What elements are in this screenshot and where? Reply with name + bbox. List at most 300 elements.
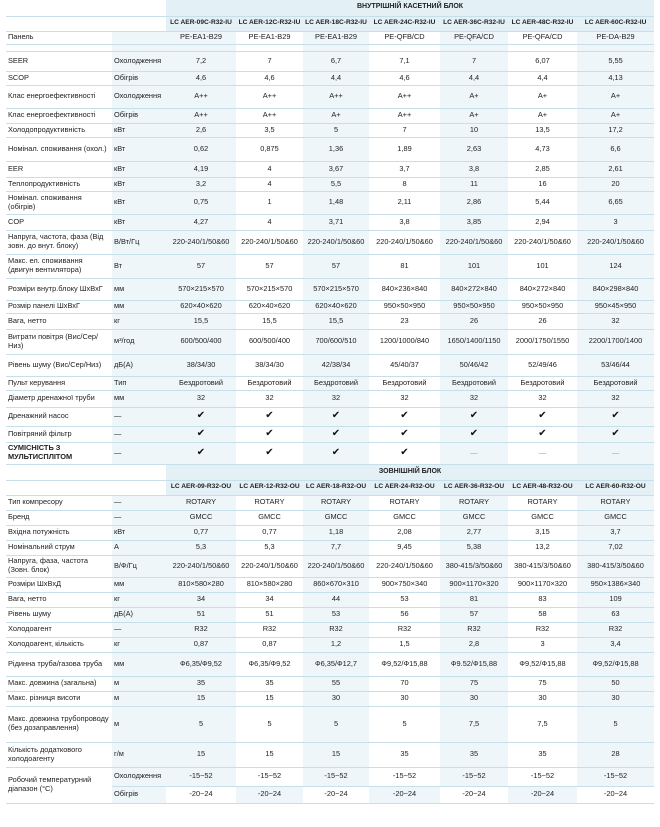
spec-value: -20~24 bbox=[189, 789, 213, 799]
spec-value: PE-QFA/CD bbox=[522, 32, 563, 42]
spec-value: 1 bbox=[267, 197, 272, 207]
spec-value: R32 bbox=[577, 622, 654, 637]
spec-row bbox=[6, 652, 654, 676]
spec-label: Вхідна потужність bbox=[8, 527, 70, 537]
spec-value: 620×40×620 bbox=[303, 300, 369, 313]
spec-value: 28 bbox=[577, 742, 654, 767]
spec-label: Розміри внутр.блоку ШхВхГ bbox=[8, 283, 103, 293]
spec-value: ROTARY bbox=[303, 495, 369, 510]
spec-value: 2,11 bbox=[397, 197, 412, 207]
spec-label: COP bbox=[8, 216, 25, 226]
spec-value: 0,77 bbox=[262, 527, 277, 537]
spec-row bbox=[6, 767, 654, 786]
model-name: LC AER-18-R32-OU bbox=[303, 480, 369, 495]
check-icon: ✔ bbox=[265, 446, 274, 458]
spec-value: -20~24 bbox=[324, 789, 348, 799]
spec-value: 3,85 bbox=[440, 214, 508, 230]
spec-value: 2,94 bbox=[535, 216, 550, 226]
spec-value: 30 bbox=[577, 691, 654, 706]
spec-value: 50 bbox=[577, 676, 654, 691]
spec-value: 220-240/1/50&60 bbox=[303, 230, 369, 254]
spec-value: PE-EA1-B29 bbox=[248, 32, 291, 42]
spec-value bbox=[166, 44, 236, 51]
spec-value: 45/40/37 bbox=[390, 359, 419, 369]
spec-value: 4,4 bbox=[440, 71, 508, 85]
spec-row bbox=[6, 230, 654, 254]
spec-value: PE-EA1-B29 bbox=[166, 31, 236, 44]
spec-unit: г/м bbox=[112, 742, 166, 767]
spec-value: 1200/1000/840 bbox=[379, 336, 430, 346]
check-icon: ✔ bbox=[440, 426, 508, 442]
spec-value: -15~52 bbox=[257, 771, 282, 781]
spec-value: 570×215×570 bbox=[246, 283, 293, 293]
spec-value: 81 bbox=[440, 592, 508, 607]
spec-row bbox=[6, 177, 654, 191]
spec-value: Бездротовий bbox=[440, 376, 508, 390]
spec-value: GMCC bbox=[303, 510, 369, 525]
spec-value: 13,5 bbox=[535, 124, 550, 134]
spec-unit: мм bbox=[112, 300, 166, 313]
spec-value: 7,2 bbox=[166, 51, 236, 71]
spec-label: Кількість додаткового холодоагенту bbox=[8, 744, 82, 763]
spec-value: 70 bbox=[400, 678, 409, 688]
spec-value: R32 bbox=[262, 624, 277, 634]
spec-row bbox=[6, 354, 654, 376]
check-icon: ✔ bbox=[538, 427, 547, 439]
spec-value: 2,63 bbox=[440, 137, 508, 161]
spec-value: 23 bbox=[400, 315, 409, 325]
spec-value: 63 bbox=[577, 607, 654, 622]
spec-value: 38/34/30 bbox=[166, 354, 236, 376]
spec-value: 950×45×950 bbox=[577, 300, 654, 313]
spec-value: 30 bbox=[440, 691, 508, 706]
dash-mark: — bbox=[538, 447, 547, 457]
spec-value: Ф9,52/Ф15,88 bbox=[519, 658, 566, 668]
spec-value: 2,85 bbox=[535, 163, 550, 173]
spec-value: 600/500/400 bbox=[166, 329, 236, 354]
spec-unit: — bbox=[112, 442, 166, 464]
spec-value: 15 bbox=[303, 742, 369, 767]
check-icon: ✔ bbox=[166, 442, 236, 464]
indoor-section-title: ВНУТРІШНІЙ КАСЕТНИЙ БЛОК bbox=[166, 0, 654, 16]
spec-value: 10 bbox=[440, 123, 508, 137]
spec-row bbox=[6, 31, 654, 44]
spec-value: R32 bbox=[166, 622, 236, 637]
spec-value: 57 bbox=[166, 254, 236, 278]
spec-value: 220-240/1/50&60 bbox=[376, 560, 433, 570]
spec-label: Вага, нетто bbox=[8, 594, 47, 604]
spec-row bbox=[6, 51, 654, 71]
spec-row bbox=[6, 742, 654, 767]
spec-unit: дБ(А) bbox=[112, 354, 166, 376]
spec-value bbox=[440, 44, 508, 51]
model-header-spacer bbox=[6, 480, 166, 495]
spec-value: 15 bbox=[265, 749, 274, 759]
spec-unit: мм bbox=[112, 652, 166, 676]
spec-value: 55 bbox=[303, 676, 369, 691]
spec-value: -15~52 bbox=[392, 771, 417, 781]
spec-row bbox=[6, 137, 654, 161]
spec-value: GMCC bbox=[166, 510, 236, 525]
spec-value: A++ bbox=[166, 108, 236, 123]
spec-unit: м bbox=[112, 706, 166, 742]
spec-value: 220-240/1/50&60 bbox=[241, 560, 298, 570]
indoor-section-header bbox=[6, 0, 654, 16]
model-name: LC AER-48C-R32-IU bbox=[508, 16, 577, 31]
spec-value: 38/34/30 bbox=[255, 359, 284, 369]
spec-unit: Обігрів bbox=[112, 108, 166, 123]
spec-unit: м bbox=[112, 691, 166, 706]
spec-value: 11 bbox=[440, 177, 508, 191]
spec-value: 32 bbox=[440, 390, 508, 407]
spec-row bbox=[6, 555, 654, 577]
spec-value: 5,3 bbox=[166, 540, 236, 555]
spec-value: 4 bbox=[267, 178, 272, 188]
spec-row bbox=[6, 637, 654, 652]
spec-value: Ф9,52/Ф15,88 bbox=[381, 658, 428, 668]
spec-value: 3,67 bbox=[303, 161, 369, 177]
spec-value: A+ bbox=[537, 91, 548, 101]
spec-value: 0,62 bbox=[166, 137, 236, 161]
spec-value: 30 bbox=[400, 693, 409, 703]
spec-label: Витрати повітря (Вис/Сер/Низ) bbox=[8, 331, 99, 350]
spec-table bbox=[6, 0, 654, 804]
spec-value: 2,77 bbox=[440, 525, 508, 540]
spec-value: A++ bbox=[166, 85, 236, 108]
spec-value: 220-240/1/50&60 bbox=[166, 555, 236, 577]
spec-value: 44 bbox=[303, 592, 369, 607]
spec-value: 15 bbox=[166, 742, 236, 767]
spec-value: 32 bbox=[577, 390, 654, 407]
spec-row bbox=[6, 278, 654, 300]
spec-unit: A bbox=[112, 540, 166, 555]
check-icon: ✔ bbox=[440, 407, 508, 426]
dash-mark: — bbox=[577, 442, 654, 464]
spec-value: 32 bbox=[265, 393, 274, 403]
spec-value: 5 bbox=[267, 718, 272, 728]
outdoor-section-header bbox=[6, 464, 654, 480]
spec-value: 0,87 bbox=[262, 639, 277, 649]
check-icon: ✔ bbox=[577, 407, 654, 426]
model-name: LC AER-12C-R32-IU bbox=[236, 16, 303, 31]
spec-value: 2000/1750/1550 bbox=[515, 336, 570, 346]
spec-value: 9,45 bbox=[397, 542, 412, 552]
spec-value: 950×1386×340 bbox=[577, 577, 654, 592]
spec-value: 30 bbox=[303, 691, 369, 706]
spec-value: 1,5 bbox=[399, 639, 410, 649]
spec-unit: — bbox=[112, 510, 166, 525]
check-icon: ✔ bbox=[400, 410, 409, 422]
spec-value: ROTARY bbox=[527, 497, 558, 507]
spec-value: PE-QFB/CD bbox=[384, 32, 425, 42]
spec-label bbox=[6, 44, 112, 51]
spec-value: Бездротовий bbox=[303, 376, 369, 390]
spec-label: Теплопродуктивність bbox=[8, 178, 81, 188]
spec-value: 4,13 bbox=[577, 71, 654, 85]
spec-value: GMCC bbox=[258, 512, 281, 522]
spec-value: 5 bbox=[577, 706, 654, 742]
spec-label: Бренд bbox=[8, 512, 30, 522]
spec-value: -20~24 bbox=[462, 789, 486, 799]
spec-unit: Обігрів bbox=[112, 71, 166, 85]
spec-value: 53 bbox=[400, 594, 409, 604]
spec-value: 6,65 bbox=[577, 191, 654, 214]
spec-value: 0,87 bbox=[166, 637, 236, 652]
dash-mark: — bbox=[440, 442, 508, 464]
spec-value: 7,5 bbox=[537, 718, 548, 728]
spec-value: 570×215×570 bbox=[166, 278, 236, 300]
spec-unit: — bbox=[112, 426, 166, 442]
spec-value: Ф9.52/Ф15,88 bbox=[440, 652, 508, 676]
spec-value: 7,02 bbox=[577, 540, 654, 555]
spec-value: 7 bbox=[267, 55, 272, 65]
spec-value: ROTARY bbox=[254, 497, 285, 507]
spec-value: 53/46/44 bbox=[577, 354, 654, 376]
spec-value: 8 bbox=[402, 178, 407, 188]
check-icon: ✔ bbox=[265, 410, 274, 422]
spec-row bbox=[6, 329, 654, 354]
spec-value: 1,89 bbox=[397, 143, 412, 153]
spec-value: 35 bbox=[166, 676, 236, 691]
spec-value: 220-240/1/50&60 bbox=[514, 236, 571, 246]
spec-value: 15 bbox=[265, 693, 274, 703]
spec-value: -15~52 bbox=[440, 767, 508, 786]
spec-value: 7 bbox=[402, 124, 407, 134]
check-icon: ✔ bbox=[303, 407, 369, 426]
spec-value: 3,7 bbox=[577, 525, 654, 540]
spec-unit: В/Вт/Гц bbox=[112, 230, 166, 254]
spec-label: Повітряний фільтр bbox=[8, 428, 72, 438]
spec-value: 840×236×840 bbox=[381, 283, 428, 293]
spec-row bbox=[6, 161, 654, 177]
spec-value bbox=[508, 44, 577, 51]
spec-label: Пульт керування bbox=[8, 377, 66, 387]
spec-value: 3,8 bbox=[399, 216, 410, 226]
spec-value: -15~52 bbox=[577, 767, 654, 786]
spec-value: Бездротовий bbox=[577, 376, 654, 390]
spec-unit: Охолодження bbox=[112, 85, 166, 108]
spec-value: 7 bbox=[440, 51, 508, 71]
spec-value: 15 bbox=[166, 691, 236, 706]
spec-value: 4 bbox=[267, 216, 272, 226]
spec-value: 13,2 bbox=[535, 542, 550, 552]
spec-value: 4,6 bbox=[399, 72, 410, 82]
spec-unit: кВт bbox=[112, 525, 166, 540]
model-header-spacer bbox=[6, 16, 166, 31]
spec-value: -20~24 bbox=[236, 786, 303, 803]
spec-value: 15,5 bbox=[262, 315, 277, 325]
spec-value: 15,5 bbox=[303, 313, 369, 329]
spec-value: 32 bbox=[166, 390, 236, 407]
spec-label: SEER bbox=[8, 55, 29, 65]
spec-value: 16 bbox=[538, 178, 547, 188]
spec-unit: кВт bbox=[112, 177, 166, 191]
spec-value: R32 bbox=[440, 622, 508, 637]
spec-row bbox=[6, 390, 654, 407]
spec-value: 620×40×620 bbox=[248, 301, 291, 311]
spec-value: 2,8 bbox=[440, 637, 508, 652]
spec-value: 57 bbox=[440, 607, 508, 622]
spec-value: 83 bbox=[538, 594, 547, 604]
spec-value: 35 bbox=[265, 678, 274, 688]
spec-row bbox=[6, 300, 654, 313]
spec-value: 2200/1700/1400 bbox=[577, 329, 654, 354]
spec-value bbox=[577, 44, 654, 51]
model-name: LC AER-60C-R32-IU bbox=[577, 16, 654, 31]
check-icon: ✔ bbox=[400, 446, 409, 458]
spec-value: 58 bbox=[538, 609, 547, 619]
spec-value: 1,48 bbox=[303, 191, 369, 214]
spec-label: Напруга, фаза, частота (Зовн. блок) bbox=[8, 556, 88, 574]
spec-value: 2,86 bbox=[440, 191, 508, 214]
spec-value: 900×1170×320 bbox=[440, 577, 508, 592]
spec-value: 7,1 bbox=[399, 55, 410, 65]
spec-value: 1,18 bbox=[303, 525, 369, 540]
spec-row bbox=[6, 540, 654, 555]
check-icon: ✔ bbox=[303, 426, 369, 442]
spec-value: 57 bbox=[303, 254, 369, 278]
spec-row bbox=[6, 85, 654, 108]
spec-value: 3,8 bbox=[440, 161, 508, 177]
spec-label: Макс. ел. споживання (двигун вентилятора) bbox=[8, 256, 83, 274]
spec-value: 0,77 bbox=[166, 525, 236, 540]
spec-value: 32 bbox=[303, 390, 369, 407]
spec-unit: Охолодження bbox=[112, 767, 166, 786]
spec-row bbox=[6, 706, 654, 742]
spec-row bbox=[6, 592, 654, 607]
spec-unit: кВт bbox=[112, 191, 166, 214]
spec-value: 840×298×840 bbox=[577, 278, 654, 300]
spec-value: 1,36 bbox=[303, 137, 369, 161]
spec-value: -20~24 bbox=[603, 789, 628, 799]
model-name: LC AER-24-R32-OU bbox=[369, 480, 440, 495]
spec-value: -15~52 bbox=[530, 771, 555, 781]
model-name: LC AER-12-R32-OU bbox=[236, 480, 303, 495]
spec-row bbox=[6, 376, 654, 390]
spec-value: 51 bbox=[265, 609, 274, 619]
spec-value bbox=[236, 44, 303, 51]
spec-value: 3 bbox=[540, 639, 545, 649]
spec-value: 900×750×340 bbox=[381, 579, 428, 589]
spec-value: GMCC bbox=[577, 510, 654, 525]
spec-label: Холодоагент, кількість bbox=[8, 639, 84, 649]
check-icon: ✔ bbox=[265, 427, 274, 439]
indoor-model-header bbox=[6, 16, 654, 31]
spec-value: R32 bbox=[397, 624, 412, 634]
check-icon: ✔ bbox=[303, 442, 369, 464]
spec-unit: — bbox=[112, 622, 166, 637]
spec-value: A+ bbox=[537, 110, 548, 120]
spec-value: -15~52 bbox=[166, 767, 236, 786]
spec-label: Рідинна труба/газова труба bbox=[8, 658, 103, 668]
spec-value: 109 bbox=[577, 592, 654, 607]
spec-value: GMCC bbox=[531, 512, 554, 522]
spec-unit: кг bbox=[112, 637, 166, 652]
spec-row bbox=[6, 442, 654, 464]
model-name: LC AER-60-R32-OU bbox=[577, 480, 654, 495]
spec-value: A+ bbox=[440, 108, 508, 123]
spec-label: Розміри ШхВхД bbox=[8, 579, 62, 589]
spec-unit: Тип bbox=[112, 376, 166, 390]
outdoor-section-title: ЗОВНІШНІЙ БЛОК bbox=[166, 464, 654, 480]
spec-value: A++ bbox=[303, 85, 369, 108]
model-name: LC AER-09C-R32-IU bbox=[166, 16, 236, 31]
spec-value: 700/600/510 bbox=[303, 329, 369, 354]
spec-value: 840×272×840 bbox=[519, 283, 566, 293]
spec-value: Бездротовий bbox=[166, 376, 236, 390]
check-icon: ✔ bbox=[577, 426, 654, 442]
spec-value: 4,6 bbox=[166, 71, 236, 85]
spec-unit: кВт bbox=[112, 137, 166, 161]
spec-unit: В/Ф/Гц bbox=[112, 555, 166, 577]
spec-value: 5 bbox=[303, 706, 369, 742]
spec-unit: кВт bbox=[112, 214, 166, 230]
spec-value: Бездротовий bbox=[382, 377, 427, 387]
spec-value: 0,875 bbox=[260, 143, 279, 153]
spec-value: 75 bbox=[538, 678, 547, 688]
spec-value: 30 bbox=[538, 693, 547, 703]
spec-value: 17,2 bbox=[577, 123, 654, 137]
spec-value: 7,5 bbox=[440, 706, 508, 742]
spec-value: 220-240/1/50&60 bbox=[376, 236, 433, 246]
spec-unit: — bbox=[112, 495, 166, 510]
spec-label: Макс. довжина (загальна) bbox=[8, 678, 97, 688]
spec-label: Вага, нетто bbox=[8, 315, 47, 325]
spec-row bbox=[6, 426, 654, 442]
spec-value: 5 bbox=[166, 706, 236, 742]
spec-value: A++ bbox=[397, 91, 412, 101]
spec-value: 4,73 bbox=[535, 143, 550, 153]
spec-value: 81 bbox=[400, 260, 409, 270]
spec-value: A+ bbox=[577, 108, 654, 123]
spec-value: 51 bbox=[166, 607, 236, 622]
spec-unit bbox=[112, 44, 166, 51]
spec-value: ROTARY bbox=[166, 495, 236, 510]
spec-value: PE-EA1-B29 bbox=[303, 31, 369, 44]
model-name: LC AER-24C-R32-IU bbox=[369, 16, 440, 31]
spec-label: EER bbox=[8, 163, 24, 173]
spec-value: 50/46/42 bbox=[440, 354, 508, 376]
spec-value: 42/38/34 bbox=[303, 354, 369, 376]
spec-value: ROTARY bbox=[440, 495, 508, 510]
spec-value: 3,7 bbox=[399, 163, 410, 173]
spec-value: 840×272×840 bbox=[440, 278, 508, 300]
spec-value: 34 bbox=[166, 592, 236, 607]
spec-unit: мм bbox=[112, 278, 166, 300]
section-spacer bbox=[6, 464, 166, 480]
spec-row bbox=[6, 525, 654, 540]
spec-label: Номінальний струм bbox=[8, 542, 75, 552]
spec-row bbox=[6, 510, 654, 525]
spec-value: Ф9,52/Ф15,88 bbox=[577, 652, 654, 676]
spec-value: ROTARY bbox=[577, 495, 654, 510]
model-name: LC AER-18C-R32-IU bbox=[303, 16, 369, 31]
spec-value: 1650/1400/1150 bbox=[440, 329, 508, 354]
spec-value: 5 bbox=[303, 123, 369, 137]
check-icon: ✔ bbox=[166, 426, 236, 442]
spec-row bbox=[6, 254, 654, 278]
spec-label: Клас енергоефективності bbox=[8, 91, 96, 101]
spec-row bbox=[6, 313, 654, 329]
spec-value: -20~24 bbox=[508, 786, 577, 803]
spec-value: 35 bbox=[400, 749, 409, 759]
spec-value: 124 bbox=[577, 254, 654, 278]
spec-value: 1,2 bbox=[303, 637, 369, 652]
spec-value: 101 bbox=[536, 260, 549, 270]
spec-value: 6,07 bbox=[535, 55, 550, 65]
spec-label: Панель bbox=[8, 32, 34, 42]
spec-value: 3,71 bbox=[303, 214, 369, 230]
